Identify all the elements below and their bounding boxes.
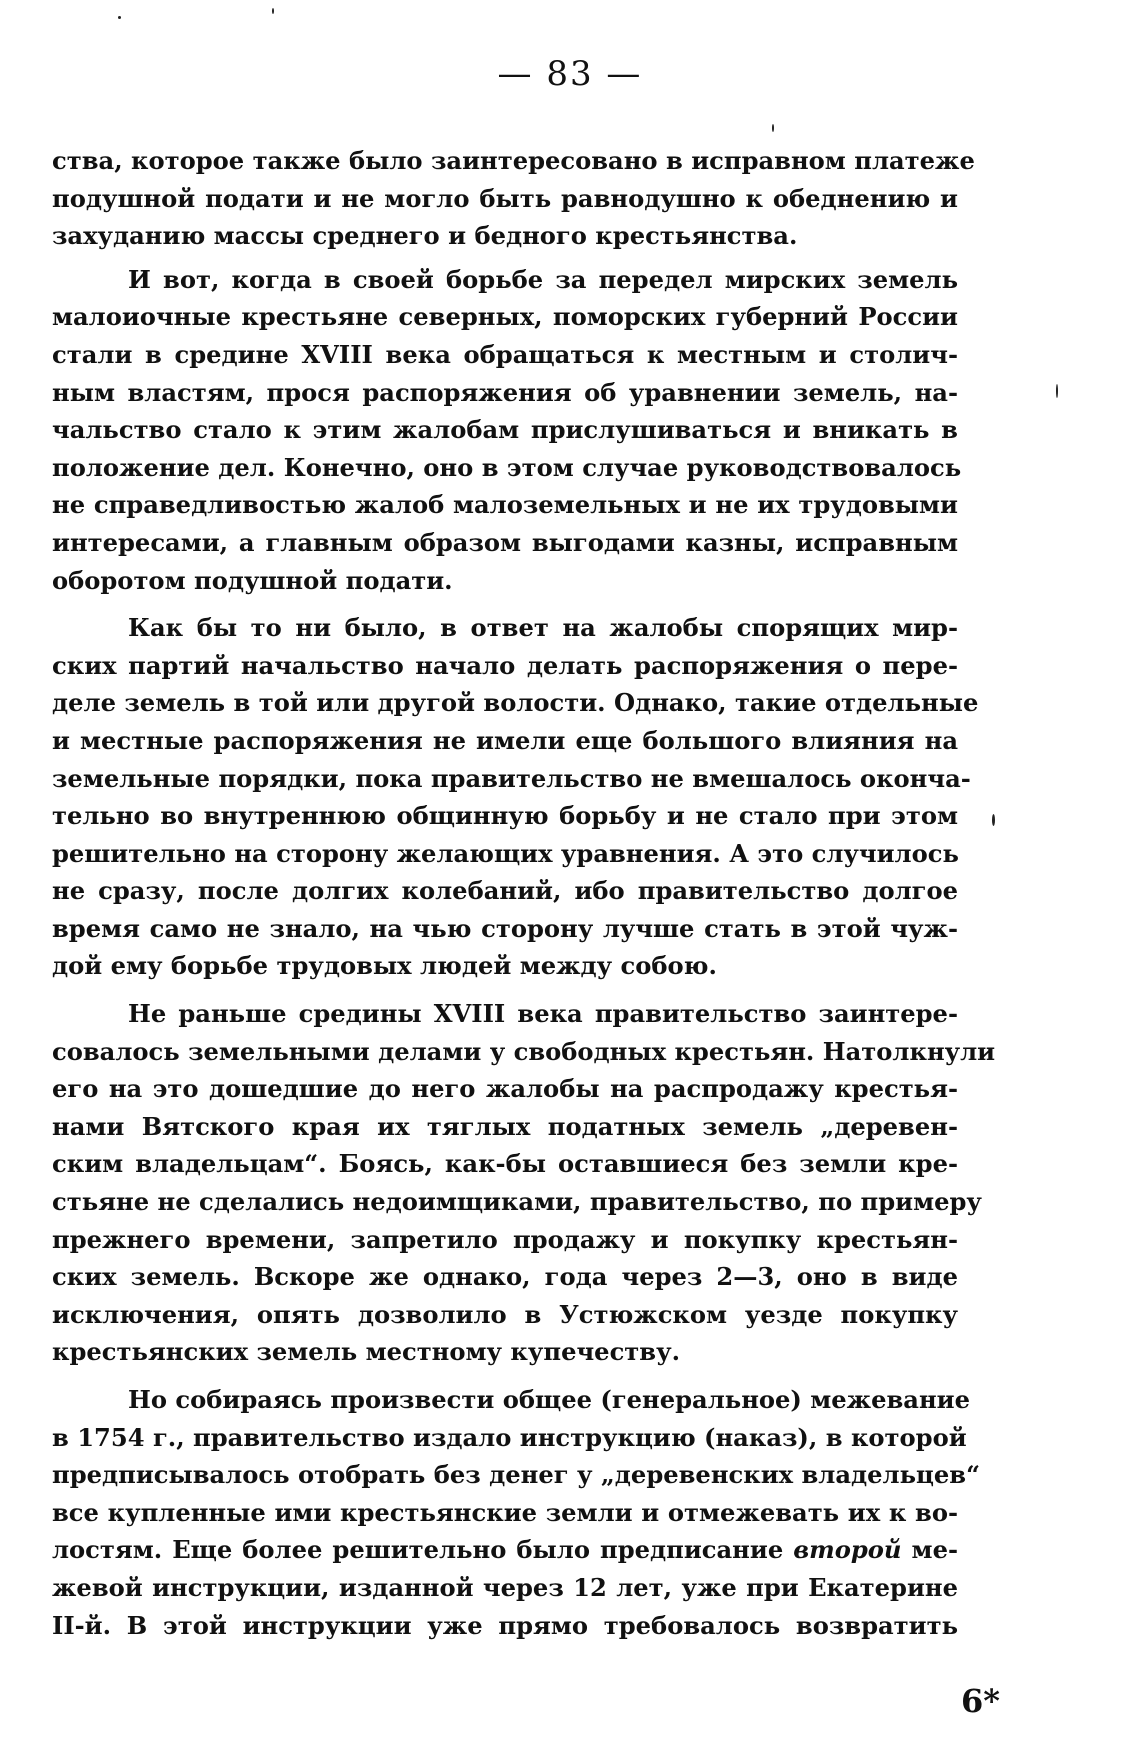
text-fragment: лостям. Еще более решительно было предписание [52, 1535, 794, 1565]
text-line: Не раньше средины XVIII века правительство заинтере- [128, 999, 958, 1029]
paragraph-5 [52, 1381, 980, 1644]
text-line: захуданию массы среднего и бедного крестьянства. [52, 221, 798, 251]
text-line: дой ему борьбе трудовых людей между собою. [52, 951, 717, 981]
text-line: нами Вятского края их тяглых податных земель „деревен- [52, 1111, 958, 1141]
text-line: деле земель в той или другой волости. Однако, такие отдельные [52, 688, 979, 718]
text-line: интересами, а главным образом выгодами казны, исправным [52, 527, 958, 557]
text-line: совалось земельными делами у свободных крестьян. Натолкнули [52, 1036, 996, 1066]
text-line: предписывалось отобрать без денег у „деревенских владельцев“ [52, 1460, 980, 1490]
paragraph-2 [52, 261, 962, 599]
text-line: ских земель. Вскоре же однако, года через 2—3, оно в виде [52, 1262, 958, 1292]
body-text [52, 142, 996, 1654]
paragraph-1 [52, 142, 975, 255]
text-line: Как бы то ни было, в ответ на жалобы спорящих мир- [128, 613, 958, 643]
text-line: все купленные ими крестьянские земли и отмежевать их к во- [52, 1497, 958, 1527]
text-line: время само не знало, на чью сторону лучше стать в этой чуж- [52, 913, 958, 943]
text-line: исключения, опять дозволило в Устюжском уезде покупку [52, 1299, 958, 1329]
text-line: И вот, когда в своей борьбе за передел мирских земель [128, 264, 958, 294]
paragraph-4 [52, 995, 996, 1371]
text-line: ским владельцам“. Боясь, как-бы оставшиеся без земли кре- [52, 1149, 958, 1179]
text-line: стьяне не сделались недоимщиками, правительство, по примеру [52, 1187, 982, 1217]
text-line: не сразу, после долгих колебаний, ибо правительство долгое [52, 876, 958, 906]
text-line: оборотом подушной подати. [52, 565, 453, 595]
text-line: решительно на сторону желающих уравнения. А это случилось [52, 838, 959, 868]
italic-word: второй [793, 1535, 902, 1565]
text-line: II-й. В этой инструкции уже прямо требовалось возвратить [52, 1610, 958, 1640]
text-line: его на это дошедшие до него жалобы на распродажу крестья- [52, 1074, 958, 1104]
text-line: земельные порядки, пока правительство не вмешалось оконча- [52, 763, 971, 793]
text-line: тельно во внутреннюю общинную борьбу и не стало при этом [52, 801, 958, 831]
text-line: ских партий начальство начало делать распоряжения о пере- [52, 650, 958, 680]
scan-speck [1056, 384, 1058, 398]
text-line: чальство стало к этим жалобам прислушиваться и вникать в [52, 415, 958, 445]
text-line: стали в средине XVIII века обращаться к местным и столич- [52, 339, 958, 369]
scan-speck [118, 16, 121, 19]
scan-speck [992, 814, 995, 826]
scan-speck [772, 124, 774, 132]
text-line: ства, которое также было заинтересовано в исправном платеже [52, 146, 975, 175]
signature-mark: 6* [961, 1682, 1000, 1720]
text-line: жевой инструкции, изданной через 12 лет, уже при Екатерине [52, 1572, 958, 1602]
text-line: не справедливостью жалоб малоземельных и не их трудовыми [52, 490, 958, 520]
text-line: ным властям, прося распоряжения об уравнении земель, на- [52, 377, 958, 407]
text-line: Но собираясь произвести общее (генеральное) межевание [128, 1385, 971, 1414]
text-line: и местные распоряжения не имели еще большого влияния на [52, 725, 958, 755]
text-line: малоиочные крестьяне северных, поморских губерний России [52, 302, 958, 332]
scan-speck [272, 8, 274, 14]
text-line: прежнего времени, запретило продажу и покупку крестьян- [52, 1224, 958, 1254]
text-line: положение дел. Конечно, оно в этом случае руководствовалось [52, 452, 962, 482]
text-line: крестьянских земель местному купечеству. [52, 1337, 680, 1367]
text-fragment: ме- [901, 1535, 958, 1565]
text-line: в 1754 г., правительство издало инструкцию (наказ), в которой [52, 1422, 967, 1452]
page-number: — 83 — [497, 54, 643, 94]
text-line: подушной подати и не могло быть равнодушно к обеднению и [52, 183, 958, 213]
text-line-with-italic [52, 1531, 958, 1569]
paragraph-3 [52, 609, 979, 985]
